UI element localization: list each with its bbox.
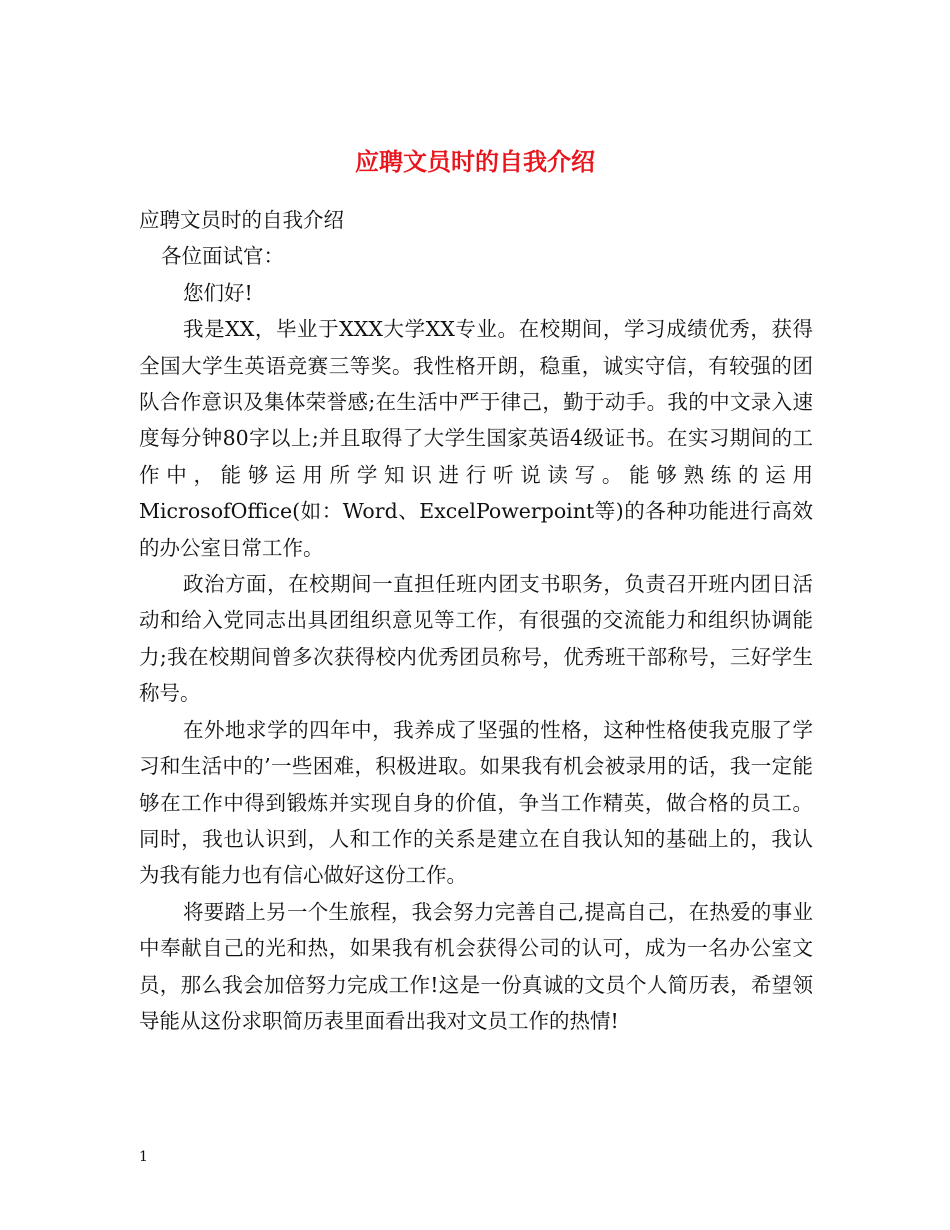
paragraph-closing: 将要踏上另一个生旅程，我会努力完善自己,提高自己，在热爱的事业中奉献自己的光和热，如果我有机会获得公司的认可，成为一名办公室文员，那么我会加倍努力完成工作!这是一份真诚的文员个人简历表，希望领导能从这份求职简历表里面看出我对文员工作的热情! <box>139 899 813 1033</box>
page-number: 1 <box>139 1149 148 1165</box>
greeting: 您们好! <box>183 280 253 305</box>
paragraph-political: 政治方面，在校期间一直担任班内团支书职务，负责召开班内团日活动和给入党同志出具团组织意见等工作，有很强的交流能力和组织协调能力;我在校期间曾多次获得校内优秀团员称号，优秀班干部称号，三好学生称号。 <box>139 572 813 706</box>
document-body <box>139 202 813 1039</box>
paragraph-character: 在外地求学的四年中，我养成了坚强的性格，这种性格使我克服了学习和生活中的’一些困难，积极进取。如果我有机会被录用的话，我一定能够在工作中得到锻炼并实现自身的价值，争当工作精英，做合格的员工。同时，我也认识到，人和工作的关系是建立在自我认知的基础上的，我认为我有能力也有信心做好这份工作。 <box>139 717 813 888</box>
paragraph-introduction: 我是XX，毕业于XXX大学XX专业。在校期间，学习成绩优秀，获得全国大学生英语竞赛三等奖。我性格开朗，稳重，诚实守信，有较强的团队合作意识及集体荣誉感;在生活中严于律己，勤于动手。我的中文录入速度每分钟80字以上;并且取得了大学生国家英语4级证书。在实习期间的工作中，能够运用所学知识进行听说读写。能够熟练的运用MicrosofOffice(如：Word、ExcelPowerpoint等)的各种功能进行高效的办公室日常工作。 <box>139 317 813 560</box>
document-title: 应聘文员时的自我介绍 <box>355 147 595 177</box>
document-subtitle: 应聘文员时的自我介绍 <box>139 208 344 232</box>
salutation: 各位面试官： <box>161 244 284 269</box>
